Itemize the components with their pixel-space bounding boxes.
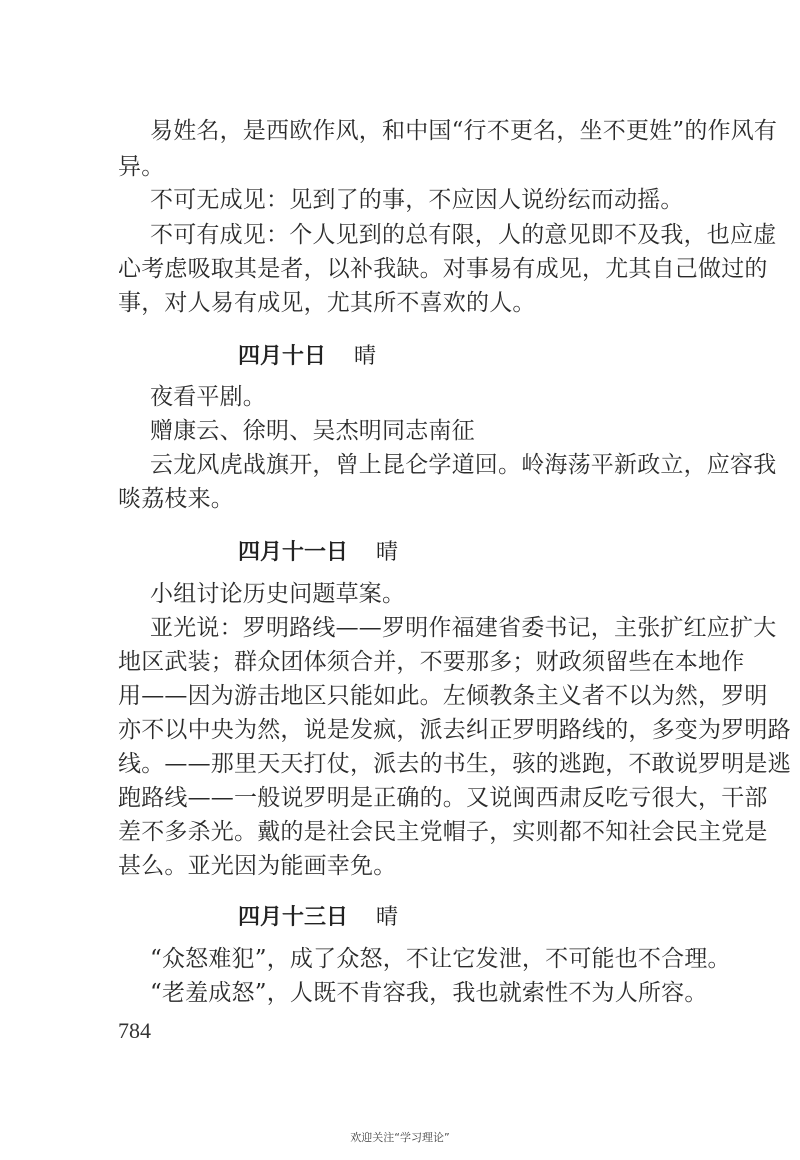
entry-weather: 晴	[376, 540, 399, 565]
paragraph-line: 亦不以中央为然，说是发疯，派去纠正罗明路线的，多变为罗明路	[118, 717, 791, 743]
paragraph-line: 事，对人易有成见，尤其所不喜欢的人。	[118, 290, 536, 316]
paragraph-line: 用——因为游击地区只能如此。左倾教条主义者不以为然，罗明	[118, 683, 768, 709]
paragraph-line: 夜看平剧。	[150, 384, 266, 410]
entry-date: 四月十日	[238, 344, 327, 369]
paragraph-line: 线。——那里天天打仗，派去的书生，骇的逃跑，不敢说罗明是逃	[118, 751, 791, 777]
paragraph-line: 地区武装；群众团体须合并，不要那多；财政须留些在本地作	[118, 649, 745, 675]
entry-heading	[238, 536, 398, 570]
poem-line: 云龙风虎战旗开，曾上昆仑学道回。岭海荡平新政立，应容我	[150, 452, 777, 478]
paragraph-line: 亚光说：罗明路线——罗明作福建省委书记，主张扩红应扩大	[150, 615, 777, 641]
paragraph-line: 赠康云、徐明、吴杰明同志南征	[150, 418, 475, 444]
paragraph-line: 跑路线——一般说罗明是正确的。又说闽西肃反吃亏很大，干部	[118, 785, 768, 811]
paragraph-line: 易姓名，是西欧作风，和中国“行不更名，坐不更姓”的作风有	[150, 118, 778, 144]
entry-date: 四月十三日	[238, 905, 349, 930]
entry-weather: 晴	[376, 905, 399, 930]
paragraph-line: 不可无成见：见到了的事，不应因人说纷纭而动摇。	[150, 187, 684, 213]
paragraph-line: 差不多杀光。戴的是社会民主党帽子，实则都不知社会民主党是	[118, 819, 768, 845]
entry-weather: 晴	[354, 344, 377, 369]
poem-line: 啖荔枝来。	[118, 486, 234, 512]
paragraph-line: 甚么。亚光因为能画幸免。	[118, 853, 397, 879]
paragraph-line: 不可有成见：个人见到的总有限，人的意见即不及我，也应虚	[150, 222, 777, 248]
paragraph-line: 异。	[118, 154, 165, 180]
entry-date: 四月十一日	[238, 540, 349, 565]
paragraph-line: 小组讨论历史问题草案。	[150, 581, 406, 607]
paragraph-line: 心考虑吸取其是者，以补我缺。对事易有成见，尤其自己做过的	[118, 256, 768, 282]
entry-heading	[238, 901, 398, 935]
paragraph-line: “老羞成怒”，人既不肯容我，我也就索性不为人所容。	[150, 980, 708, 1006]
page-number: 784	[118, 1018, 151, 1043]
entry-heading	[238, 340, 376, 374]
paragraph-line: “众怒难犯”，成了众怒，不让它发泄，不可能也不合理。	[150, 946, 731, 972]
footer-watermark-note: 欢迎关注“学习理论”	[350, 1131, 450, 1144]
